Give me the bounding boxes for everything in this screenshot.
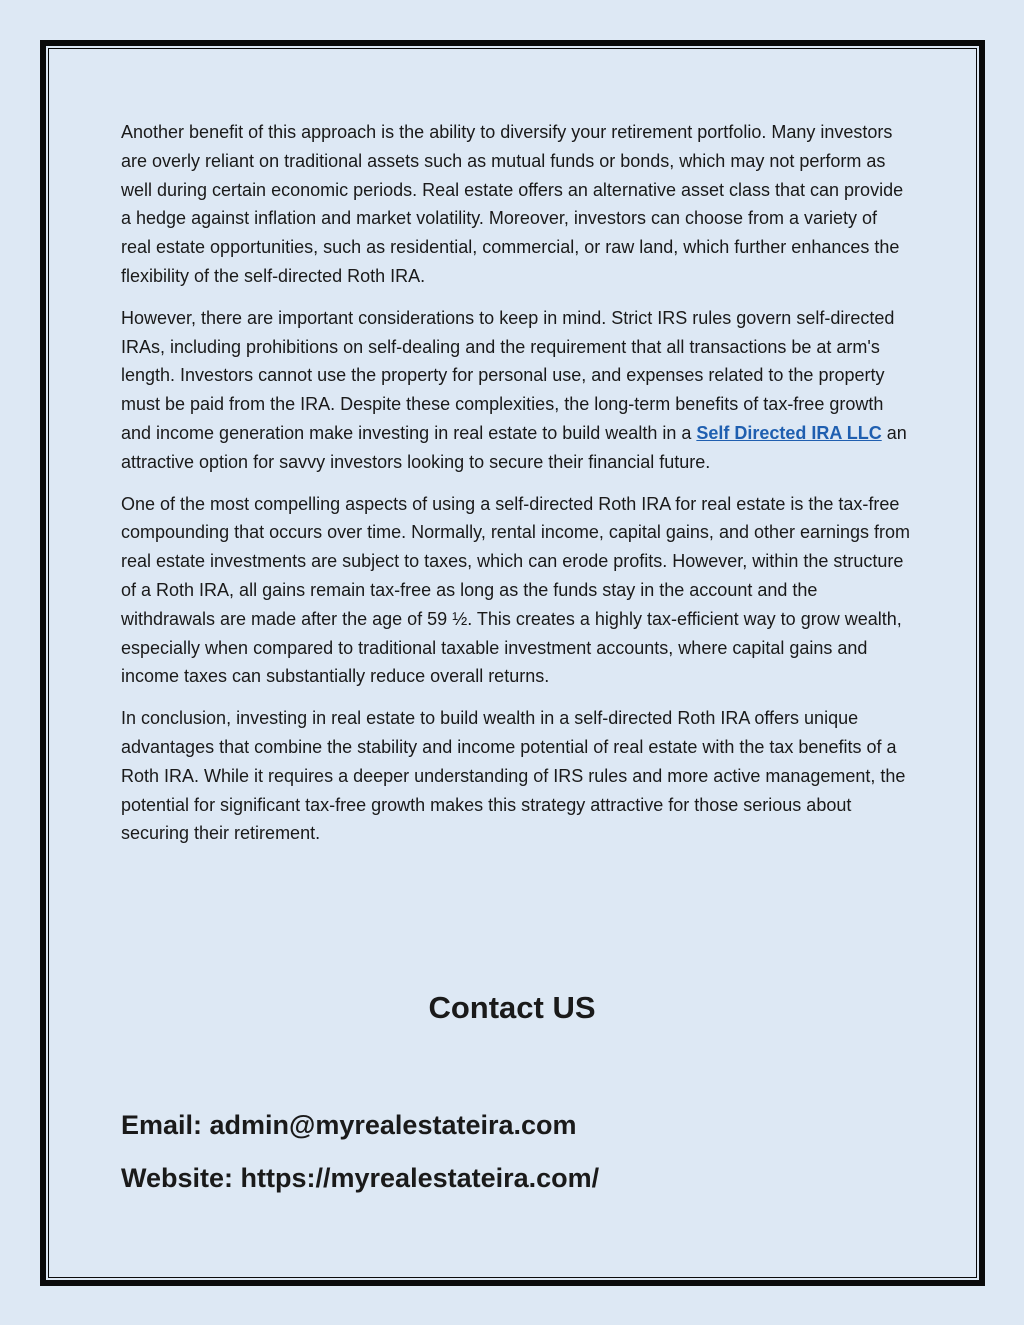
contact-website: Website: https://myrealestateira.com/ bbox=[121, 1163, 600, 1193]
paragraph-considerations-text-after: an attractive option for savvy investors looking to secure their financial future. bbox=[121, 422, 907, 472]
document-body bbox=[121, 118, 911, 861]
paragraph-considerations bbox=[121, 304, 911, 477]
paragraph-conclusion: In conclusion, investing in real estate to build wealth in a self-directed Roth IRA offers unique advantages that combine the stability and income potential of real estate with the tax benefits of a Roth IRA. While it requires a deeper understanding of IRS rules and more active management, the potential for significant tax-free growth makes this strategy attractive for those serious about securing their retirement. bbox=[121, 708, 906, 844]
contact-heading: Contact US bbox=[428, 990, 596, 1025]
contact-email: Email: admin@myrealestateira.com bbox=[121, 1110, 577, 1140]
self-directed-ira-llc-link[interactable]: Self Directed IRA LLC bbox=[696, 422, 882, 443]
paragraph-considerations-text-before: However, there are important considerations to keep in mind. Strict IRS rules govern self-directed IRAs, including prohibitions on self-dealing and the requirement that all transactions be at arm's length. Investors cannot use the property for personal use, and expenses related to the property must be paid from the IRA. Despite these complexities, the long-term benefits of tax-free growth and income generation make investing in real estate to build wealth in a bbox=[121, 307, 895, 443]
paragraph-compounding: One of the most compelling aspects of using a self-directed Roth IRA for real estate is the tax-free compounding that occurs over time. Normally, rental income, capital gains, and other earnings from real estate investments are subject to taxes, which can erode profits. However, within the structure of a Roth IRA, all gains remain tax-free as long as the funds stay in the account and the withdrawals are made after the age of 59 ½. This creates a highly tax-efficient way to grow wealth, especially when compared to traditional taxable investment accounts, where capital gains and income taxes can substantially reduce overall returns. bbox=[121, 493, 911, 687]
paragraph-diversify: Another benefit of this approach is the ability to diversify your retirement portfolio. Many investors are overly reliant on traditional assets such as mutual funds or bonds, which may not perform as well during certain economic periods. Real estate offers an alternative asset class that can provide a hedge against inflation and market volatility. Moreover, investors can choose from a variety of real estate opportunities, such as residential, commercial, or raw land, which further enhances the flexibility of the self-directed Roth IRA. bbox=[121, 122, 904, 286]
